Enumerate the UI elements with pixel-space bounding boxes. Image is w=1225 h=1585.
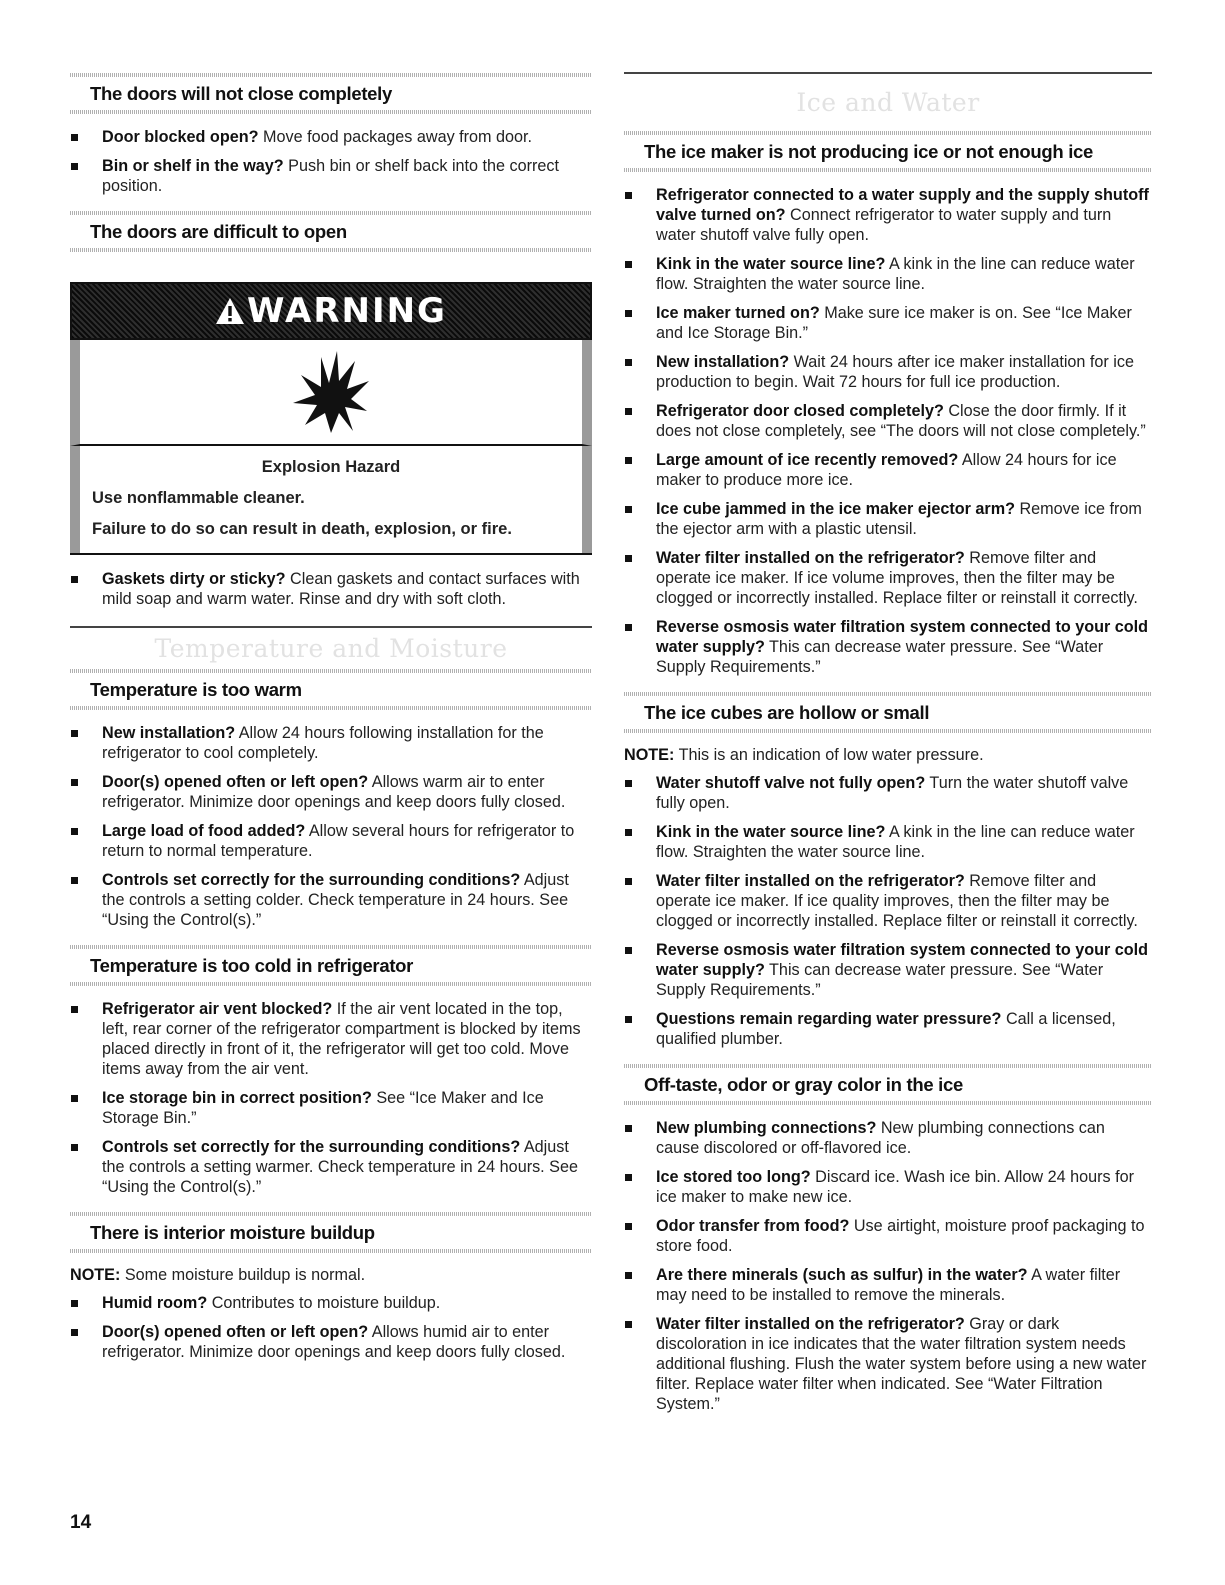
hatch-divider <box>70 73 592 77</box>
list-item: Door(s) opened often or left open? Allows humid air to enter refrigerator. Minimize door openings and keep doors fully closed. <box>70 1322 592 1362</box>
list-hollow <box>624 773 1152 1049</box>
list-doors-not-close <box>70 127 592 196</box>
hatch-divider <box>624 692 1152 696</box>
list-item: Are there minerals (such as sulfur) in the water? A water filter may need to be installed to remove the minerals. <box>624 1265 1152 1305</box>
note-moisture: NOTE: Some moisture buildup is normal. <box>70 1266 366 1284</box>
note-hollow: NOTE: This is an indication of low water pressure. <box>624 746 984 764</box>
subhead-hollow: The ice cubes are hollow or small <box>644 702 930 723</box>
list-doors-difficult <box>70 569 592 609</box>
warning-triangle-icon <box>215 297 245 325</box>
list-item: Controls set correctly for the surrounding conditions? Adjust the controls a setting warmer. Check temperature in 24 hours. See “Using the Control(s).” <box>70 1137 592 1197</box>
warning-graphic <box>70 340 592 446</box>
hatch-divider <box>70 110 592 114</box>
list-item: Gaskets dirty or sticky? Clean gaskets and contact surfaces with mild soap and warm water. Rinse and dry with soft cloth. <box>70 569 592 609</box>
hatch-divider <box>70 669 592 673</box>
hatch-divider <box>70 211 592 215</box>
list-item: Humid room? Contributes to moisture buildup. <box>70 1293 592 1313</box>
list-item: Controls set correctly for the surrounding conditions? Adjust the controls a setting colder. Check temperature in 24 hours. See “Using the Control(s).” <box>70 870 592 930</box>
list-item: Door blocked open? Move food packages away from door. <box>70 127 592 147</box>
warning-body <box>70 446 592 553</box>
list-item: Reverse osmosis water filtration system connected to your cold water supply? This can decrease water pressure. See “Water Supply Requirements.” <box>624 940 1152 1000</box>
warning-box <box>70 282 592 555</box>
subhead-doors-difficult: The doors are difficult to open <box>90 221 347 242</box>
list-item: Bin or shelf in the way? Push bin or shelf back into the correct position. <box>70 156 592 196</box>
hatch-divider <box>624 1101 1152 1105</box>
warning-line-2: Failure to do so can result in death, explosion, or fire. <box>92 520 512 538</box>
subhead-doors-not-close: The doors will not close completely <box>90 83 393 104</box>
list-item: Large load of food added? Allow several hours for refrigerator to return to normal temperature. <box>70 821 592 861</box>
list-moisture <box>70 1293 592 1362</box>
list-item: New plumbing connections? New plumbing connections can cause discolored or off-flavored ice. <box>624 1118 1152 1158</box>
list-item: Questions remain regarding water pressure? Call a licensed, qualified plumber. <box>624 1009 1152 1049</box>
list-item: Kink in the water source line? A kink in the line can reduce water flow. Straighten the water source line. <box>624 822 1152 862</box>
list-item: New installation? Wait 24 hours after ice maker installation for ice production to begin. Wait 72 hours for full ice production. <box>624 352 1152 392</box>
warning-hazard: Explosion Hazard <box>261 458 401 476</box>
section-title-temperature: Temperature and Moisture <box>154 634 508 663</box>
list-item: Door(s) opened often or left open? Allows warm air to enter refrigerator. Minimize door openings and keep doors fully closed. <box>70 772 592 812</box>
subhead-moisture: There is interior moisture buildup <box>90 1222 375 1243</box>
hatch-divider <box>70 982 592 986</box>
hatch-divider <box>70 945 592 949</box>
hatch-divider <box>70 1212 592 1216</box>
list-not-producing <box>624 185 1152 677</box>
list-item: Water filter installed on the refrigerator? Remove filter and operate ice maker. If ice quality improves, then the filter may be clogged or incorrectly installed. Replace filter or reinstall it correctly. <box>624 871 1152 931</box>
explosion-icon <box>291 347 371 437</box>
list-item: Ice cube jammed in the ice maker ejector arm? Remove ice from the ejector arm with a plastic utensil. <box>624 499 1152 539</box>
list-item: Ice stored too long? Discard ice. Wash ice bin. Allow 24 hours for ice maker to make new ice. <box>624 1167 1152 1207</box>
list-item: Refrigerator door closed completely? Close the door firmly. If it does not close completely, see “The doors will not close completely.” <box>624 401 1152 441</box>
list-too-cold <box>70 999 592 1197</box>
hatch-divider <box>624 168 1152 172</box>
list-item: Water filter installed on the refrigerator? Remove filter and operate ice maker. If ice volume improves, then the filter may be clogged or incorrectly installed. Replace filter or reinstall it correctly. <box>624 548 1152 608</box>
left-column <box>70 0 592 1371</box>
list-item: Refrigerator connected to a water supply and the supply shutoff valve turned on? Connect refrigerator to water supply and turn water shutoff valve fully open. <box>624 185 1152 245</box>
list-item: Refrigerator air vent blocked? If the air vent located in the top, left, rear corner of the refrigerator compartment is blocked by items placed directly in front of it, the refrigerator will get too cold. Move items away from the air vent. <box>70 999 592 1079</box>
list-item: Kink in the water source line? A kink in the line can reduce water flow. Straighten the water source line. <box>624 254 1152 294</box>
list-off-taste <box>624 1118 1152 1414</box>
subhead-too-warm: Temperature is too warm <box>90 679 302 700</box>
section-title-ice-water: Ice and Water <box>796 88 980 117</box>
list-item: Odor transfer from food? Use airtight, moisture proof packaging to store food. <box>624 1216 1152 1256</box>
list-item: New installation? Allow 24 hours following installation for the refrigerator to cool completely. <box>70 723 592 763</box>
subhead-not-producing: The ice maker is not producing ice or not enough ice <box>644 141 1094 162</box>
list-item: Reverse osmosis water filtration system connected to your cold water supply? This can decrease water pressure. See “Water Supply Requirements.” <box>624 617 1152 677</box>
warning-banner <box>72 284 590 340</box>
hatch-divider <box>70 706 592 710</box>
right-column <box>624 0 1152 1423</box>
hatch-divider <box>624 1064 1152 1068</box>
list-item: Ice maker turned on? Make sure ice maker is on. See “Ice Maker and Ice Storage Bin.” <box>624 303 1152 343</box>
warning-line-1: Use nonflammable cleaner. <box>92 489 305 507</box>
list-item: Ice storage bin in correct position? See “Ice Maker and Ice Storage Bin.” <box>70 1088 592 1128</box>
subhead-too-cold: Temperature is too cold in refrigerator <box>90 955 414 976</box>
list-item: Water filter installed on the refrigerator? Gray or dark discoloration in ice indicates that the water filtration system needs additional flushing. Flush the water system before using a new water filter. Replace water filter when indicated. See “Water Filtration System.” <box>624 1314 1152 1414</box>
subhead-off-taste: Off-taste, odor or gray color in the ice <box>644 1074 963 1095</box>
warning-label: WARNING <box>247 291 447 331</box>
list-item: Water shutoff valve not fully open? Turn the water shutoff valve fully open. <box>624 773 1152 813</box>
list-too-warm <box>70 723 592 930</box>
hatch-divider <box>624 131 1152 135</box>
list-item: Large amount of ice recently removed? Allow 24 hours for ice maker to produce more ice. <box>624 450 1152 490</box>
page-number: 14 <box>70 1512 92 1533</box>
